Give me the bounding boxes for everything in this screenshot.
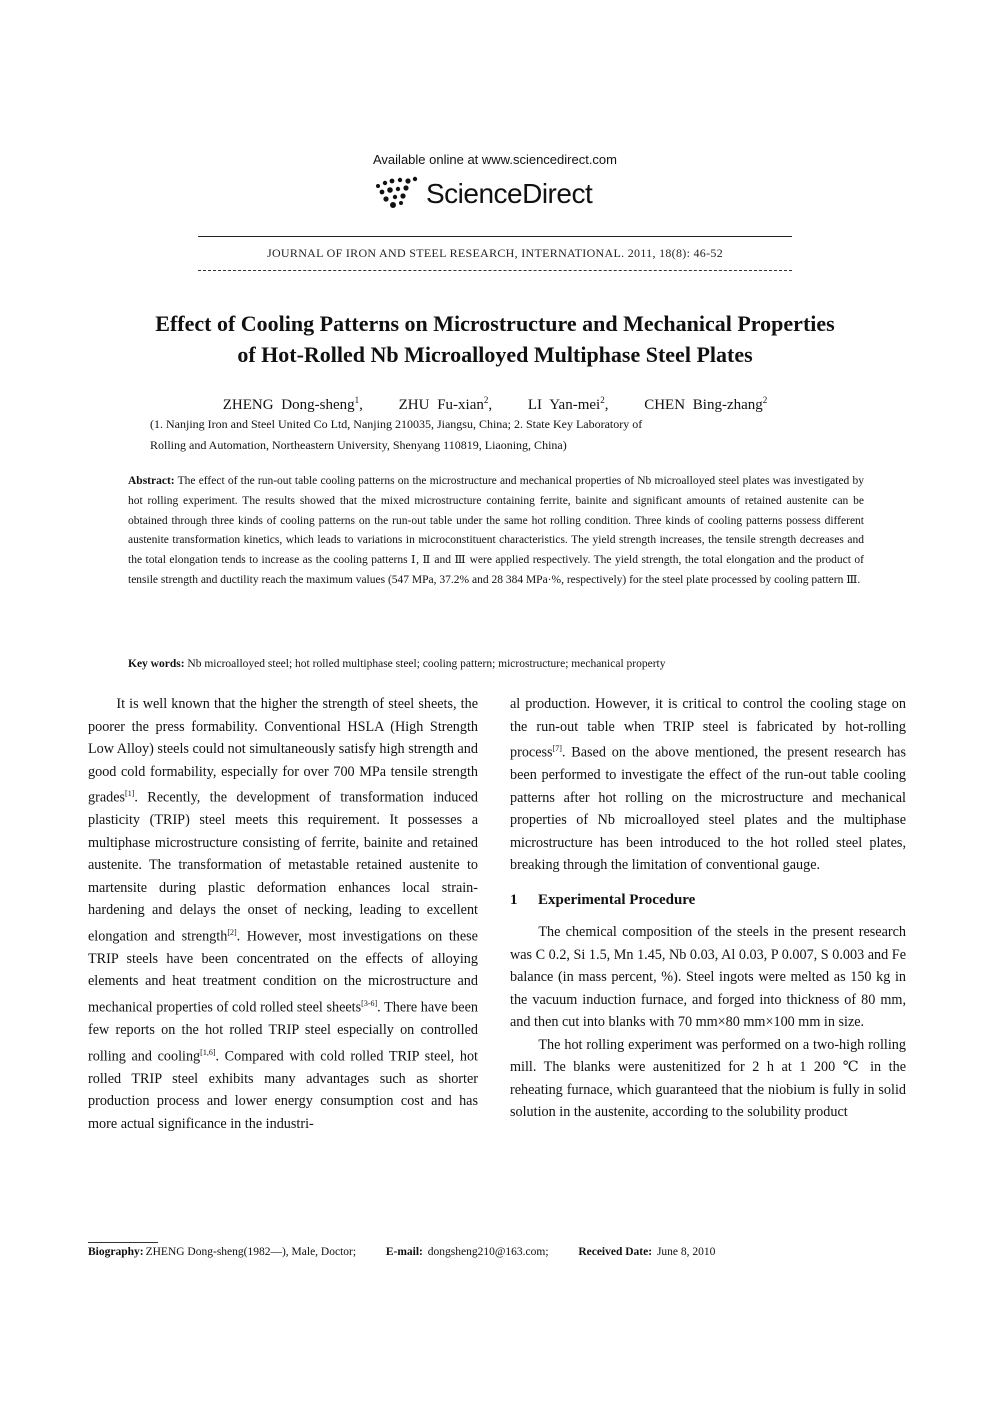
header-rule-bottom [198, 270, 792, 271]
biography-text: ZHENG Dong-sheng(1982—), Male, Doctor; [145, 1246, 357, 1258]
abstract-label: Abstract: [128, 475, 175, 487]
author: ZHENG Dong-sheng$^1$, [222, 395, 363, 413]
section-heading [510, 889, 906, 912]
title-line-2: of Hot-Rolled Nb Microalloyed Multiphase Steel Plates [237, 342, 753, 367]
body-column-right [510, 693, 906, 1124]
body-paragraph: The hot rolling experiment was performed on a two-high rolling mill. The blanks were austenitized for 2 h at 1 200 ℃ in the reheating furnace, which guaranteed that the niobium is fully in solid solution in the austenite, according to the solubility product [510, 1036, 906, 1121]
keywords-text: Nb microalloyed steel; hot rolled multiphase steel; cooling pattern; microstructure; mechanical property [187, 658, 666, 670]
footnote-rule [88, 1242, 158, 1243]
section-title: Experimental Procedure [538, 891, 696, 908]
intro-paragraph: It is well known that the higher the strength of steel sheets, the poorer the press formability. Conventional HSLA (High Strength Low Alloy) steels could not simultaneously satisfy high strength and good cold formability, especially for over 700 MPa tensile strength grades[1]. Recently, the development of transformation induced plasticity (TRIP) steel meets this requirement. It possesses a multiphase microstructure consisting of ferrite, bainite and retained austenite. The transformation of metastable retained austenite to martensite during plastic deformation enhances local strain-hardening and delays the onset of necking, leading to excellent elongation and strength[2]. However, most investigations on these TRIP steels have been concentrated on the effects of alloying elements and heat treatment condition on the microstructure and mechanical properties of cold rolled steel sheets[3-6]. There have been few reports on the hot rolled TRIP steel especially on controlled rolling and cooling[1,6]. Compared with cold rolled TRIP steel, hot rolled TRIP steel exhibits many advantages such as shorter production process and lower energy consumption cost and has more actual significance in the industri- [88, 696, 478, 1132]
footnote [88, 1246, 908, 1258]
affiliation-line-1: (1. Nanjing Iron and Steel United Co Ltd, Nanjing 210035, Jiangsu, China; 2. State Key Laboratory of [150, 417, 643, 431]
keywords [128, 655, 864, 674]
sciencedirect-logo [368, 172, 628, 216]
citation: [2] [227, 927, 237, 937]
affiliation-line-2: Rolling and Automation, Northeastern University, Shenyang 110819, Liaoning, China) [150, 438, 567, 452]
received-date-label: Received Date: [578, 1246, 653, 1258]
affiliations [150, 414, 840, 456]
sciencedirect-brand: ScienceDirect [426, 178, 593, 209]
sciencedirect-dots-icon [368, 172, 428, 216]
abstract-text: The effect of the run-out table cooling patterns on the microstructure and mechanical properties of Nb microalloyed steel plates was investigated by hot rolling experiment. The results showed that the mixed microstructure containing ferrite, bainite and significant amounts of retained austenite can be obtained through three kinds of cooling patterns on the run-out table under the same hot rolling condition. Three kinds of cooling patterns possess different austenite transformation kinetics, which leads to variations in microconstituent characteristics. The yield strength increases, the tensile strength decreases and the total elongation tends to increase as the cooling patterns Ⅰ, Ⅱ and Ⅲ were applied respectively. The yield strength, the total elongation and the product of tensile strength and ductility reach the maximum values (547 MPa, 37.2% and 28 384 MPa·%, respectively) for the steel plate processed by cooling pattern Ⅲ. [128, 475, 865, 586]
citation: [1] [125, 789, 135, 798]
available-online-text: Available online at www.sciencedirect.com [373, 152, 617, 167]
author: ZHU Fu-xian$^2$, [398, 395, 493, 413]
citation: [3-6] [361, 998, 378, 1008]
title-line-1: Effect of Cooling Patterns on Microstructure and Mechanical Properties [155, 311, 835, 336]
author: LI Yan-mei$^2$, [527, 395, 609, 413]
biography-label: Biography: [88, 1246, 144, 1258]
intro-paragraph-continued: al production. However, it is critical to control the cooling stage on the run-out table when TRIP steel is fabricated by hot-rolling process[7]. Based on the above mentioned, the present research has been performed to investigate the effect of the run-out table cooling patterns after hot rolling on the microstructure and mechanical properties of Nb microalloyed steel plates and the multiphase microstructure has been introduced to the hot rolled steel plates, breaking through the limitation of conventional gauge. [510, 696, 906, 874]
abstract [128, 472, 864, 591]
section-number: 1 [510, 891, 518, 908]
header-rule-top [198, 236, 792, 237]
body-paragraph: The chemical composition of the steels in the present research was C 0.2, Si 1.5, Mn 1.45, Nb 0.03, Al 0.03, P 0.007, S 0.003 and Fe balance (in mass percent, %). Steel ingots were melted as 150 kg in the vacuum induction furnace, and forged into thickness of 80 mm, and then cut into blanks with 70 mm×80 mm×100 mm in size. [510, 924, 906, 1031]
received-date-text: June 8, 2010 [656, 1246, 716, 1258]
email-label: E-mail: [385, 1246, 423, 1258]
journal-citation: JOURNAL OF IRON AND STEEL RESEARCH, INTERNATIONAL. 2011, 18(8): 46-52 [266, 246, 723, 260]
paper-title [60, 308, 930, 370]
author-list [0, 395, 990, 414]
body-column-left [88, 693, 478, 1135]
citation: [1,6] [200, 1047, 216, 1057]
citation: [7] [552, 744, 562, 753]
author: CHEN Bing-zhang$^2$ [644, 395, 768, 413]
email-text: dongsheng210@163.com; [427, 1246, 549, 1258]
keywords-label: Key words: [128, 658, 185, 670]
